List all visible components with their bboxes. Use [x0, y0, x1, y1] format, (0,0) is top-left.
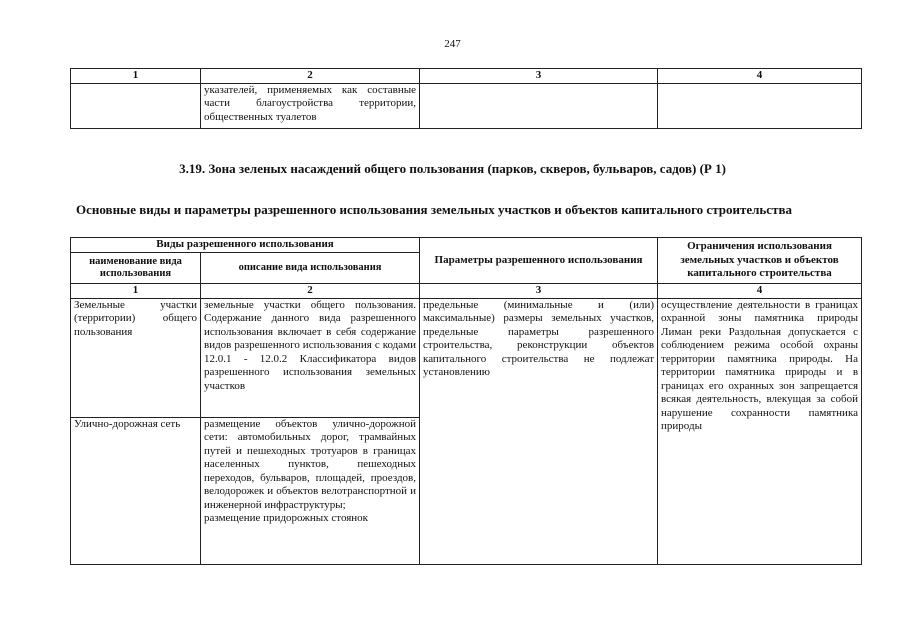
column-number: 2	[201, 284, 420, 299]
table-cell: указателей, применяемых как составные части благоустройства территории, общественных туалетов	[201, 83, 420, 128]
use-description-cell: земельные участки общего пользования. Содержание данного вида разрешенного использования включает в себя содержание видов разрешенного использования с кодами 12.0.1 - 12.0.2 Классификатора видов разрешенного использования земельных участков	[201, 298, 420, 417]
header-description: описание вида использования	[201, 253, 420, 284]
limits-cell: осуществление деятельности в границах охранной зоны памятника природы Лиман реки Раздольная допускается с соблюдением режима особой охраны территории памятника природы. На территории памятника природы и в границах его охранных зон запрещается всякая деятельность, влекущая за собой нарушение сохранности памятника природы	[658, 298, 862, 564]
page-number: 247	[444, 38, 461, 50]
column-number: 4	[658, 284, 862, 299]
table-cell	[420, 83, 658, 128]
header-params: Параметры разрешенного использования	[420, 238, 658, 284]
column-number: 1	[71, 69, 201, 84]
table-header-row	[71, 238, 862, 253]
column-number: 3	[420, 284, 658, 299]
header-name: наименование вида использования	[71, 253, 201, 284]
header-limits: Ограничения использования земельных участков и объектов капитального строительства	[658, 238, 862, 284]
column-number: 4	[658, 69, 862, 84]
use-name-cell: Улично-дорожная сеть	[71, 417, 201, 564]
column-number: 3	[420, 69, 658, 84]
column-number: 2	[201, 69, 420, 84]
column-number: 1	[71, 284, 201, 299]
params-cell: предельные (минимальные и (или) максимальные) размеры земельных участков, предельные параметры разрешенного строительства, реконструкции объектов капитального строительства не подлежат установлению	[420, 298, 658, 564]
table-row	[71, 298, 862, 417]
table-cell	[658, 83, 862, 128]
continuation-table	[70, 68, 862, 129]
use-description-cell: размещение объектов улично-дорожной сети: автомобильных дорог, трамвайных путей и пешеходных тротуаров в границах населенных пунктов, пешеходных переходов, бульваров, площадей, проездов, велодорожек и объектов велотранспортной и инженерной инфраструктуры; размещение придорожных стоянок	[201, 417, 420, 564]
table-header-row	[71, 69, 862, 84]
section-title: 3.19. Зона зеленых насаждений общего пользования (парков, скверов, бульваров, садов) (Р 1)	[179, 161, 726, 176]
column-numbers-row	[71, 284, 862, 299]
table-subtitle: Основные виды и параметры разрешенного использования земельных участков и объектов капитального строительства	[76, 202, 792, 217]
land-use-table	[70, 237, 862, 565]
use-name-cell: Земельные участки (территории) общего пользования	[71, 298, 201, 417]
header-use-types: Виды разрешенного использования	[71, 238, 420, 253]
table-row	[71, 83, 862, 128]
table-cell	[71, 83, 201, 128]
